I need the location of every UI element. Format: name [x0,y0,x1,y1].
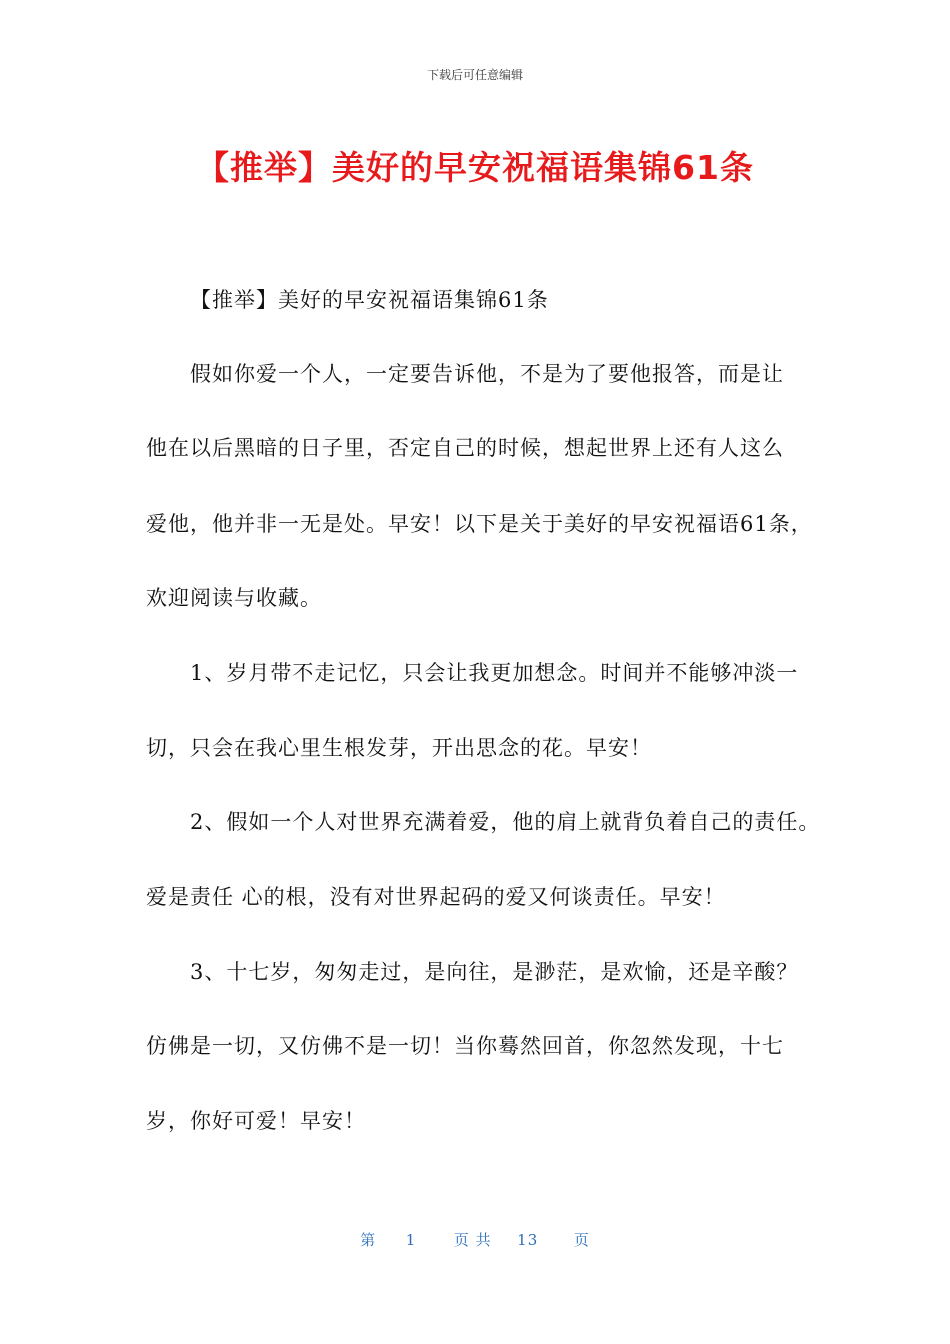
body-line: 2、假如一个人对世界充满着爱，他的肩上就背负着自己的责任。 [190,810,821,834]
body-line: 切，只会在我心里生根发芽，开出思念的花。早安！ [146,736,652,760]
body-line: 他在以后黑暗的日子里，否定自己的时候，想起世界上还有人这么 [146,436,784,460]
page-footer [0,1229,950,1250]
body-line: 爱他，他并非一无是处。早安！以下是关于美好的早安祝福语61条， [146,512,813,536]
total-pages-number: 13 [517,1231,539,1249]
body-line: 岁，你好可爱！早安！ [146,1109,366,1133]
document-title: 【推举】美好的早安祝福语集锦61条 [196,148,754,187]
header-note: 下载后可任意编辑 [426,68,523,82]
body-line: 【推举】美好的早安祝福语集锦61条 [190,288,549,312]
page-label-suffix: 页 [573,1231,590,1249]
body-line: 假如你爱一个人，一定要告诉他，不是为了要他报答，而是让 [190,362,784,386]
body-line: 3、十七岁，匆匆走过，是向往，是渺茫，是欢愉，还是辛酸？ [190,960,799,984]
body-line: 欢迎阅读与收藏。 [146,586,322,610]
body-line: 仿佛是一切，又仿佛不是一切！当你蓦然回首，你忽然发现，十七 [146,1034,784,1058]
current-page-number: 1 [405,1231,417,1249]
page-label-mid: 页 共 [453,1231,492,1249]
page-label-prefix: 第 [360,1231,377,1249]
body-line: 爱是责任 心的根，没有对世界起码的爱又何谈责任。早安！ [146,885,726,909]
body-line: 1、岁月带不走记忆，只会让我更加想念。时间并不能够冲淡一 [190,661,799,685]
